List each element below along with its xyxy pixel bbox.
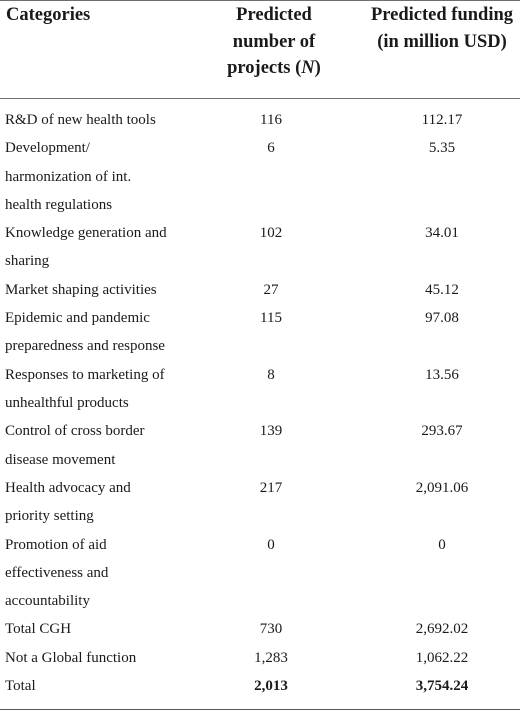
category-cell xyxy=(5,474,190,531)
category-line: Promotion of aid xyxy=(5,536,107,553)
category-line: health regulations xyxy=(5,196,113,213)
projects-cell: 217 xyxy=(259,479,283,496)
category-line: accountability xyxy=(5,593,90,610)
projects-cell: 27 xyxy=(263,281,279,298)
table-bottom-rule xyxy=(0,709,520,710)
category-line: Market shaping activities xyxy=(5,281,157,298)
category-cell xyxy=(5,304,190,361)
funding-cell: 2,091.06 xyxy=(415,479,469,496)
funding-cell: 97.08 xyxy=(425,310,459,327)
category-line: Knowledge generation and xyxy=(5,225,167,242)
funding-cell: 5.35 xyxy=(428,140,456,157)
category-cell xyxy=(5,615,190,643)
funding-cell: 0 xyxy=(438,536,446,553)
funding-cell: 3,754.24 xyxy=(415,678,469,694)
funding-cell: 293.67 xyxy=(421,423,463,440)
category-cell xyxy=(5,276,190,304)
category-line: Not a Global function xyxy=(5,649,137,666)
funding-cell: 45.12 xyxy=(425,281,459,298)
category-line: disease movement xyxy=(5,451,116,468)
category-cell xyxy=(5,531,190,616)
category-line: preparedness and response xyxy=(5,338,165,355)
table-header-rule xyxy=(0,98,520,99)
projects-cell: 116 xyxy=(260,112,282,128)
header-predicted-projects: Predicted number of projects (N) xyxy=(227,5,321,78)
category-line: Total xyxy=(5,678,36,694)
funding-cell: 112.17 xyxy=(421,112,463,128)
projects-cell: 730 xyxy=(259,621,283,638)
projects-cell: 2,013 xyxy=(254,678,288,694)
category-cell xyxy=(5,417,190,474)
category-line: Responses to marketing of xyxy=(5,366,165,383)
category-line: Control of cross border xyxy=(5,423,145,440)
projects-cell: 6 xyxy=(267,140,275,157)
category-line: priority setting xyxy=(5,508,94,525)
category-line: Epidemic and pandemic xyxy=(5,310,150,327)
projects-cell: 139 xyxy=(259,423,283,440)
category-cell xyxy=(5,134,190,219)
header-categories: Categories xyxy=(6,5,91,25)
category-line: Health advocacy and xyxy=(5,479,131,496)
funding-cell: 13.56 xyxy=(425,366,459,383)
category-cell xyxy=(5,219,190,276)
funding-cell: 34.01 xyxy=(425,225,459,242)
category-cell xyxy=(5,361,190,418)
funding-cell: 1,062.22 xyxy=(415,649,469,666)
category-line: Total CGH xyxy=(5,621,72,638)
category-cell xyxy=(5,644,190,672)
category-line: R&D of new health tools xyxy=(5,112,156,128)
header-predicted-funding: Predicted funding (in million USD) xyxy=(370,5,514,52)
projects-cell: 115 xyxy=(260,310,282,327)
funding-cell: 2,692.02 xyxy=(415,621,469,638)
projects-cell: 0 xyxy=(267,536,275,553)
category-cell xyxy=(5,672,190,700)
category-line: harmonization of int. xyxy=(5,168,132,185)
category-line: Development/ xyxy=(5,140,90,157)
category-line: unhealthful products xyxy=(5,394,129,411)
projects-cell: 102 xyxy=(259,225,283,242)
category-cell xyxy=(5,106,190,134)
projects-cell: 1,283 xyxy=(254,649,288,666)
table-top-rule xyxy=(0,0,520,1)
category-line: effectiveness and xyxy=(5,564,109,581)
category-line: sharing xyxy=(5,253,50,270)
projects-cell: 8 xyxy=(267,366,275,383)
